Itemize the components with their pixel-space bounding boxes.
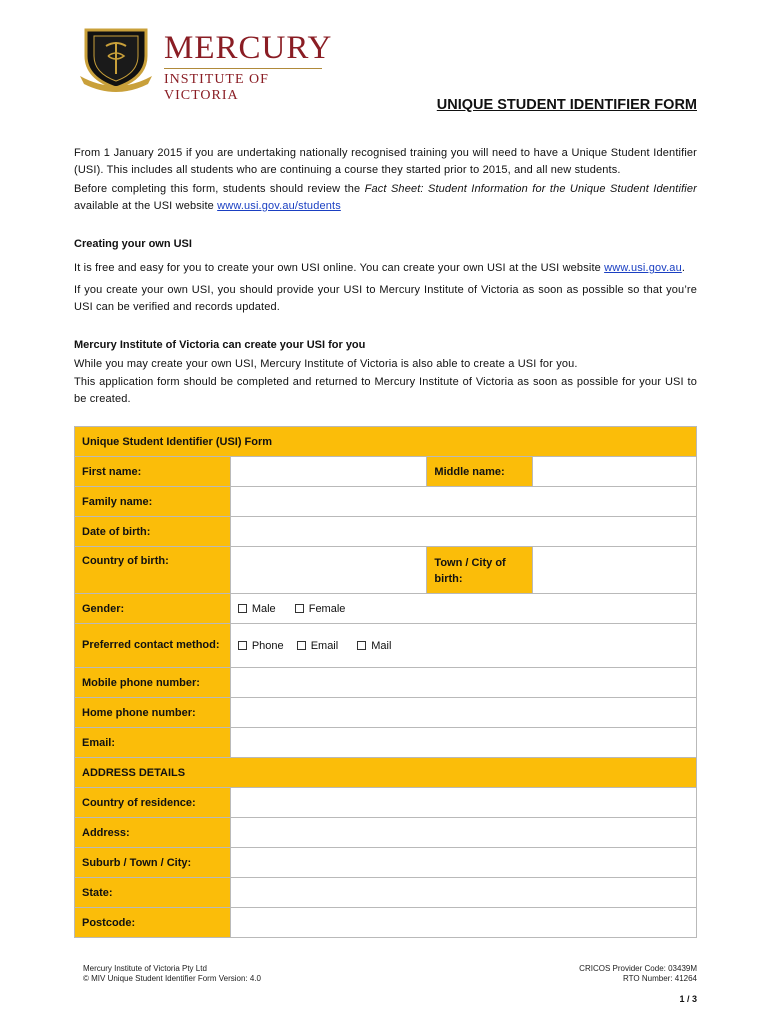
postcode-field[interactable] <box>230 908 696 938</box>
middle-name-label: Middle name: <box>427 457 533 487</box>
checkbox-icon[interactable] <box>295 604 304 613</box>
fact-sheet-title: Fact Sheet: Student Information for the Unique Student Identifier <box>364 183 697 195</box>
page-title: UNIQUE STUDENT IDENTIFIER FORM <box>436 97 697 113</box>
address-details-header: ADDRESS DETAILS <box>75 758 697 788</box>
family-name-field[interactable] <box>230 487 696 517</box>
contact-method-label: Preferred contact method: <box>75 624 231 668</box>
usi-website-link[interactable]: www.usi.gov.au <box>604 262 682 274</box>
gender-female-option[interactable] <box>295 603 346 615</box>
create-text: It is free and easy for you to create your own USI online. You can create your own USI at the USI website <box>74 262 605 274</box>
family-name-label: Family name: <box>75 487 231 517</box>
email-field[interactable] <box>230 728 696 758</box>
form-header: Unique Student Identifier (USI) Form <box>75 427 697 457</box>
create-paragraph-1 <box>74 260 697 277</box>
logo-name: MERCURY <box>164 30 333 66</box>
gender-label: Gender: <box>75 594 231 624</box>
town-city-field[interactable] <box>533 547 697 594</box>
checkbox-icon[interactable] <box>238 604 247 613</box>
intro-text: Before completing this form, students should review the <box>74 183 365 195</box>
country-residence-label: Country of residence: <box>75 788 231 818</box>
first-name-field[interactable] <box>230 457 427 487</box>
state-field[interactable] <box>230 878 696 908</box>
gender-female-label: Female <box>308 602 346 615</box>
state-label: State: <box>75 878 231 908</box>
crest-icon <box>78 26 154 92</box>
country-birth-field[interactable] <box>230 547 427 594</box>
create-text: . <box>681 262 686 274</box>
checkbox-icon[interactable] <box>297 641 306 650</box>
logo <box>78 26 333 103</box>
checkbox-icon[interactable] <box>357 641 366 650</box>
section-heading-create: Creating your own USI <box>74 238 192 250</box>
usi-students-link[interactable]: www.usi.gov.au/students <box>217 199 341 212</box>
contact-phone-label: Phone <box>251 639 284 652</box>
logo-divider <box>164 68 322 69</box>
contact-mail-option[interactable] <box>357 640 391 652</box>
footer-left <box>83 964 261 984</box>
footer-cricos: CRICOS Provider Code: 03439M <box>579 964 697 973</box>
middle-name-field[interactable] <box>533 457 697 487</box>
intro-paragraph-1: From 1 January 2015 if you are undertaking nationally recognised training you will need to have a Unique Student Identifier (USI). This includes all students who are continuing a course they started prior to 2015, and all new students. <box>74 147 697 176</box>
contact-email-label: Email <box>310 639 339 652</box>
suburb-label: Suburb / Town / City: <box>75 848 231 878</box>
email-label: Email: <box>75 728 231 758</box>
checkbox-icon[interactable] <box>238 641 247 650</box>
address-label: Address: <box>75 818 231 848</box>
dob-field[interactable] <box>230 517 696 547</box>
contact-phone-option[interactable] <box>238 640 284 652</box>
country-residence-field[interactable] <box>230 788 696 818</box>
miv-paragraph-2: This application form should be completed and returned to Mercury Institute of Victoria as soon as possible for your USI to be created. <box>74 376 697 405</box>
mobile-label: Mobile phone number: <box>75 668 231 698</box>
contact-options <box>230 624 696 668</box>
footer-rto: RTO Number: 41264 <box>623 974 697 983</box>
home-phone-label: Home phone number: <box>75 698 231 728</box>
footer-right <box>579 964 697 984</box>
gender-male-option[interactable] <box>238 603 276 615</box>
section-heading-miv: Mercury Institute of Victoria can create your USI for you <box>74 339 366 351</box>
page-number: 1 / 3 <box>679 994 697 1004</box>
home-phone-field[interactable] <box>230 698 696 728</box>
town-city-label: Town / City of birth: <box>427 547 533 594</box>
suburb-field[interactable] <box>230 848 696 878</box>
logo-subtitle: INSTITUTE OF VICTORIA <box>164 72 269 103</box>
contact-mail-label: Mail <box>371 639 392 652</box>
address-field[interactable] <box>230 818 696 848</box>
gender-male-label: Male <box>251 602 276 615</box>
contact-email-option[interactable] <box>297 640 339 652</box>
postcode-label: Postcode: <box>75 908 231 938</box>
intro-text: available at the USI website <box>74 199 218 212</box>
gender-options <box>230 594 696 624</box>
dob-label: Date of birth: <box>75 517 231 547</box>
first-name-label: First name: <box>75 457 231 487</box>
footer-company: Mercury Institute of Victoria Pty Ltd <box>83 964 207 973</box>
usi-form <box>74 426 697 938</box>
country-birth-label: Country of birth: <box>75 547 231 594</box>
miv-paragraph-1: While you may create your own USI, Mercury Institute of Victoria is also able to create a USI for you. <box>74 358 578 370</box>
create-paragraph-2: If you create your own USI, you should provide your USI to Mercury Institute of Victoria as soon as possible so that you’re USI can be verified and records updated. <box>74 284 697 313</box>
mobile-field[interactable] <box>230 668 696 698</box>
footer-version: © MIV Unique Student Identifier Form Version: 4.0 <box>83 974 261 983</box>
intro-paragraph-2 <box>74 181 697 214</box>
